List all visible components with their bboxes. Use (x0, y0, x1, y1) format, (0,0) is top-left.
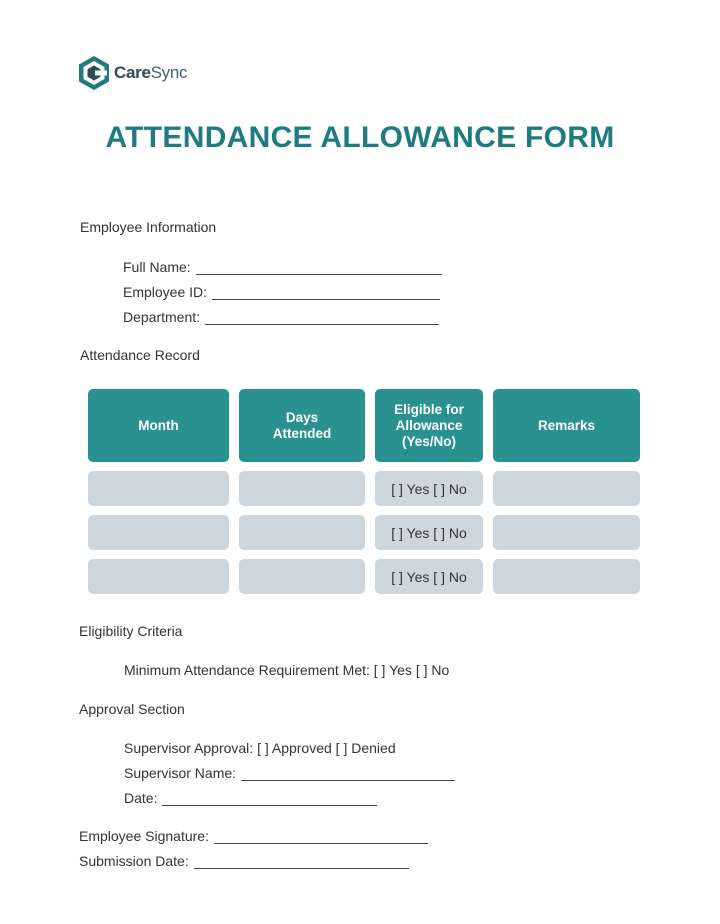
column-header-days-attended: Days Attended (239, 389, 365, 462)
supervisor-approval-checkbox[interactable]: Supervisor Approval: [ ] Approved [ ] Denied (124, 740, 396, 756)
approval-date-line[interactable] (162, 791, 377, 806)
logo-brand-bold: Care (114, 63, 151, 82)
month-cell[interactable] (88, 471, 229, 506)
submission-date-line[interactable] (194, 854, 409, 869)
approval-date-field[interactable] (124, 790, 377, 806)
employee-id-label: Employee ID: (123, 284, 208, 300)
department-label: Department: (123, 309, 201, 325)
eligible-cell[interactable]: [ ] Yes [ ] No (375, 471, 483, 506)
month-cell[interactable] (88, 559, 229, 594)
department-line[interactable] (205, 310, 439, 325)
column-header-remarks: Remarks (493, 389, 640, 462)
attendance-record-heading: Attendance Record (80, 347, 200, 363)
remarks-cell[interactable] (493, 559, 640, 594)
submission-date-label: Submission Date: (79, 853, 189, 869)
employee-id-field[interactable] (123, 284, 440, 300)
approval-section-heading: Approval Section (79, 701, 185, 717)
days-attended-cell[interactable] (239, 559, 365, 594)
supervisor-name-label: Supervisor Name: (124, 765, 237, 781)
month-cell[interactable] (88, 515, 229, 550)
department-field[interactable] (123, 309, 439, 325)
attendance-requirement-checkbox[interactable]: Minimum Attendance Requirement Met: [ ] Yes [ ] No (124, 662, 450, 678)
full-name-field[interactable] (123, 259, 442, 275)
supervisor-name-field[interactable] (124, 765, 455, 781)
remarks-cell[interactable] (493, 515, 640, 550)
supervisor-name-line[interactable] (241, 766, 455, 781)
caresync-logo-icon (77, 55, 111, 91)
caresync-logo (77, 55, 187, 91)
column-header-eligible: Eligible for Allowance (Yes/No) (375, 389, 483, 462)
eligible-cell[interactable]: [ ] Yes [ ] No (375, 515, 483, 550)
column-header-month: Month (88, 389, 229, 462)
logo-wordmark (114, 63, 187, 83)
remarks-cell[interactable] (493, 471, 640, 506)
submission-date-field[interactable] (79, 853, 409, 869)
employee-info-heading: Employee Information (80, 219, 217, 235)
full-name-label: Full Name: (123, 259, 191, 275)
days-attended-cell[interactable] (239, 515, 365, 550)
employee-signature-label: Employee Signature: (79, 828, 209, 844)
approval-date-label: Date: (124, 790, 158, 806)
employee-signature-line[interactable] (214, 829, 428, 844)
employee-id-line[interactable] (212, 285, 440, 300)
logo-brand-light: Sync (150, 63, 188, 82)
eligible-cell[interactable]: [ ] Yes [ ] No (375, 559, 483, 594)
full-name-line[interactable] (196, 260, 442, 275)
employee-signature-field[interactable] (79, 828, 428, 844)
days-attended-cell[interactable] (239, 471, 365, 506)
eligibility-criteria-heading: Eligibility Criteria (79, 623, 183, 639)
page-title: ATTENDANCE ALLOWANCE FORM (105, 121, 615, 154)
